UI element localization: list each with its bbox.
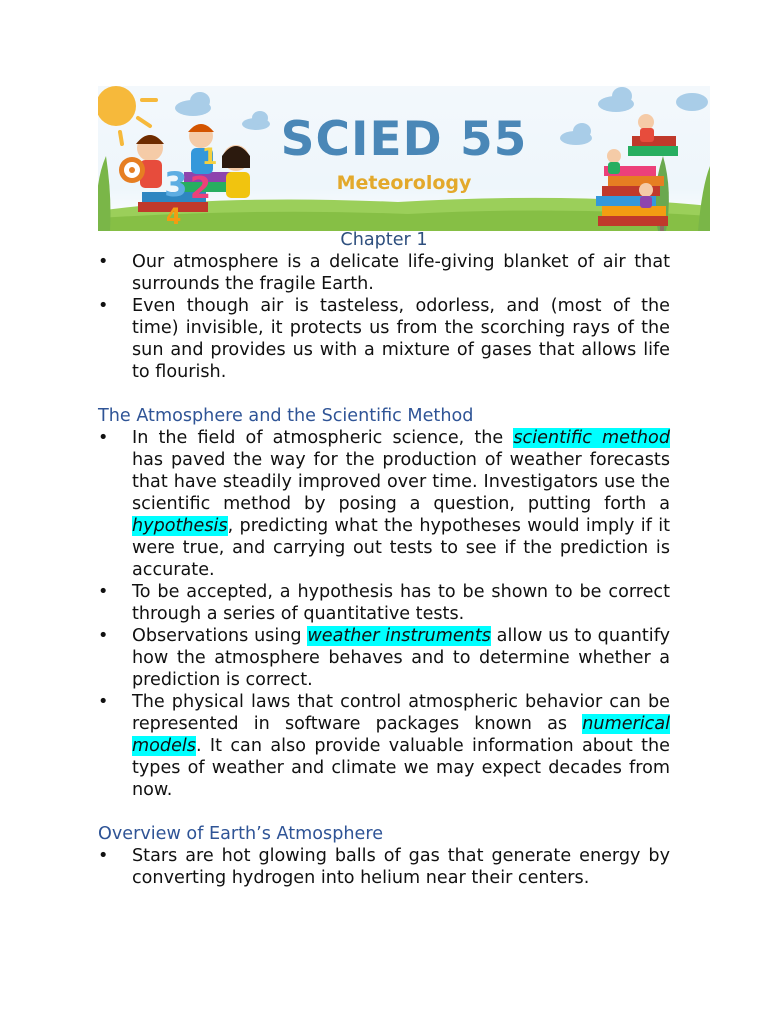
section-heading-earth-atmosphere: Overview of Earth’s Atmosphere	[98, 824, 384, 844]
list-item-text	[132, 428, 670, 580]
bullet-icon: •	[98, 692, 109, 712]
bullet-icon: •	[98, 582, 109, 602]
list-item	[98, 251, 670, 295]
header-banner	[98, 86, 710, 231]
banner-subtitle: Meteorology	[336, 172, 472, 194]
chapter-title: Chapter 1	[340, 230, 428, 250]
list-item	[98, 581, 670, 625]
text-run: Observations using	[132, 626, 308, 646]
highlighted-term: scientific method	[513, 428, 670, 448]
scientific-method-list	[98, 427, 670, 801]
number-2: 2	[190, 171, 211, 206]
bullet-icon: •	[98, 428, 109, 448]
list-item-text: Our atmosphere is a delicate life-giving blanket of air that surrounds the fragile Earth.	[132, 252, 670, 294]
list-item-text	[132, 692, 670, 800]
bullet-icon: •	[98, 296, 109, 316]
list-item-text: Stars are hot glowing balls of gas that generate energy by converting hydrogen into helium near their centers.	[132, 846, 670, 888]
list-item	[98, 691, 670, 801]
text-run: . It can also provide valuable information about the types of weather and climate we may expect decades from now.	[132, 736, 670, 800]
list-item	[98, 625, 670, 691]
highlighted-term: hypothesis	[132, 516, 228, 536]
text-run: allow us to quantify how the atmosphere behaves and to determine whether a prediction is correct.	[132, 626, 670, 690]
number-4: 4	[166, 205, 182, 230]
list-item	[98, 295, 670, 383]
text-run: In the field of atmospheric science, the	[132, 428, 514, 448]
text-run: , predicting what the hypotheses would imply if it were true, and carrying out tests to see if the prediction is accurate.	[132, 516, 670, 580]
list-item	[98, 845, 670, 889]
bullet-icon: •	[98, 252, 109, 272]
list-item-text: To be accepted, a hypothesis has to be shown to be correct through a series of quantitative tests.	[132, 582, 670, 624]
list-item-text: Even though air is tasteless, odorless, and (most of the time) invisible, it protects us from the scorching rays of the sun and provides us with a mixture of gases that allows life to flourish.	[132, 296, 670, 382]
list-item	[98, 427, 670, 581]
banner-title: SCIED 55	[280, 112, 528, 167]
highlighted-term: weather instruments	[307, 626, 491, 646]
highlighted-term: numerical models	[132, 714, 670, 756]
number-3: 3	[164, 165, 188, 205]
document-body	[98, 229, 670, 889]
bullet-icon: •	[98, 846, 109, 866]
section-heading-scientific-method: The Atmosphere and the Scientific Method	[98, 406, 474, 426]
text-run: The physical laws that control atmospheric behavior can be represented in software packages known as	[132, 692, 670, 734]
list-item-text	[132, 626, 670, 690]
earth-atmosphere-list	[98, 845, 670, 889]
bullet-icon: •	[98, 626, 109, 646]
intro-list	[98, 251, 670, 383]
number-1: 1	[202, 145, 218, 170]
text-run: has paved the way for the production of weather forecasts that have steadily improved over time. Investigators use the scientific method by posing a question, putting forth a	[132, 450, 670, 514]
